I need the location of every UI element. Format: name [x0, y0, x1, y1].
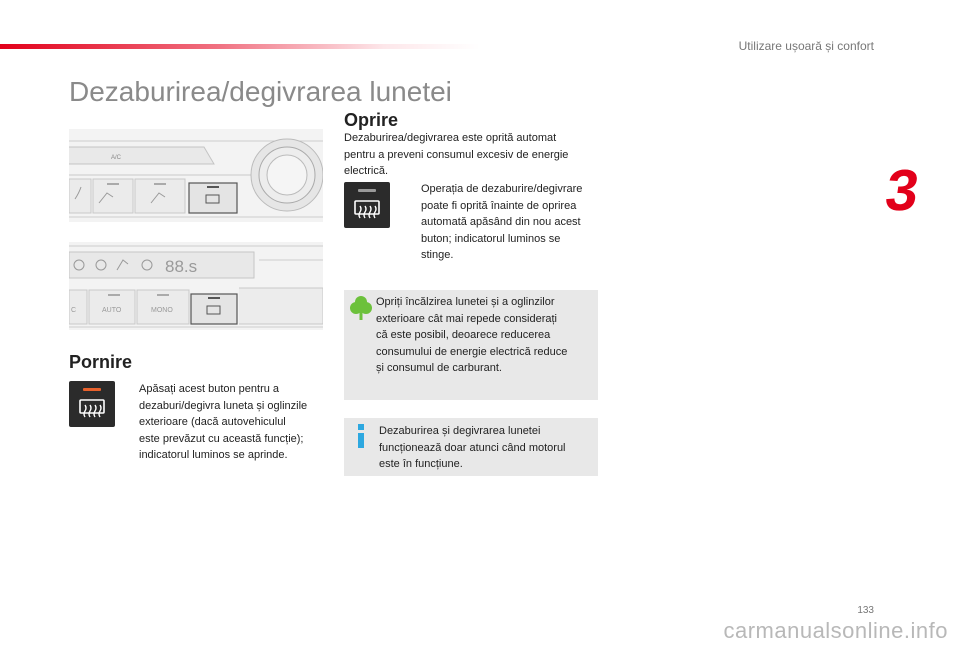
auto-label: AUTO: [102, 307, 122, 314]
eco-note-line: și consumul de carburant.: [376, 362, 502, 374]
oprire-intro-line: Dezaburirea/degivrarea este oprită automat: [344, 132, 557, 144]
pornire-line: dezaburi/degivra luneta și oglinzile: [139, 399, 308, 412]
eco-note-box: [344, 290, 598, 400]
oprire-intro: [344, 130, 604, 180]
eco-tree-icon: [350, 294, 372, 322]
oprire-line: automată apăsând din nou acest: [421, 216, 581, 228]
header-accent-bar: [0, 44, 480, 49]
control-panel-photo-2: [69, 242, 323, 330]
pornire-line: Apăsați acest buton pentru a: [139, 383, 280, 395]
info-note-line: este în funcțiune.: [379, 458, 463, 470]
oprire-line: stinge.: [421, 249, 454, 261]
oprire-intro-line: electrică.: [344, 165, 389, 177]
rear-defrost-icon: [344, 182, 390, 228]
temp-display: 88.s: [165, 257, 198, 276]
watermark: carmanualsonline.info: [723, 618, 948, 643]
chapter-number: 3: [881, 158, 923, 223]
pornire-heading: Pornire: [69, 352, 133, 372]
oprire-heading: Oprire: [344, 110, 399, 130]
info-note-text: [379, 423, 594, 473]
info-note-line: funcționează doar atunci când motorul: [379, 441, 566, 454]
info-note-box: [344, 418, 598, 476]
info-icon: [354, 424, 368, 448]
oprire-line: Operația de dezaburire/degivrare: [421, 183, 583, 195]
control-panel-photo-1: [69, 129, 323, 222]
eco-note-line: consumului de energie electrică reduce: [376, 345, 568, 358]
pornire-line: este prevăzut cu această funcție);: [139, 432, 304, 445]
eco-note-text: [376, 294, 594, 377]
chapter-title: Utilizare ușoară și confort: [738, 39, 874, 53]
oprire-line: buton; indicatorul luminos se: [421, 232, 561, 245]
rear-defrost-button-on: [69, 381, 115, 427]
eco-note-line: exterioare cât mai repede considerați: [376, 312, 557, 325]
rear-defrost-button-off: [344, 182, 390, 228]
info-note-line: Dezaburirea și degivrarea lunetei: [379, 425, 541, 437]
eco-note-line: Opriți încălzirea lunetei și a oglinzilor: [376, 296, 555, 308]
oprire-intro-line: pentru a preveni consumul excesiv de energie: [344, 148, 569, 161]
ac-label: A/C: [111, 155, 122, 161]
pornire-text: [139, 381, 329, 464]
c-label: C: [71, 307, 77, 314]
oprire-text: [421, 181, 601, 264]
pornire-line: exterioare (dacă autovehiculul: [139, 416, 286, 428]
rear-defrost-icon: [69, 381, 115, 427]
eco-note-line: că este posibil, deoarece reducerea: [376, 329, 551, 341]
pornire-line: indicatorul luminos se aprinde.: [139, 449, 288, 461]
oprire-line: poate fi oprită înainte de oprirea: [421, 199, 577, 212]
mono-label: MONO: [151, 307, 173, 314]
page-title: Dezaburirea/degivrarea lunetei: [69, 76, 452, 107]
page-number: 133: [857, 605, 874, 616]
